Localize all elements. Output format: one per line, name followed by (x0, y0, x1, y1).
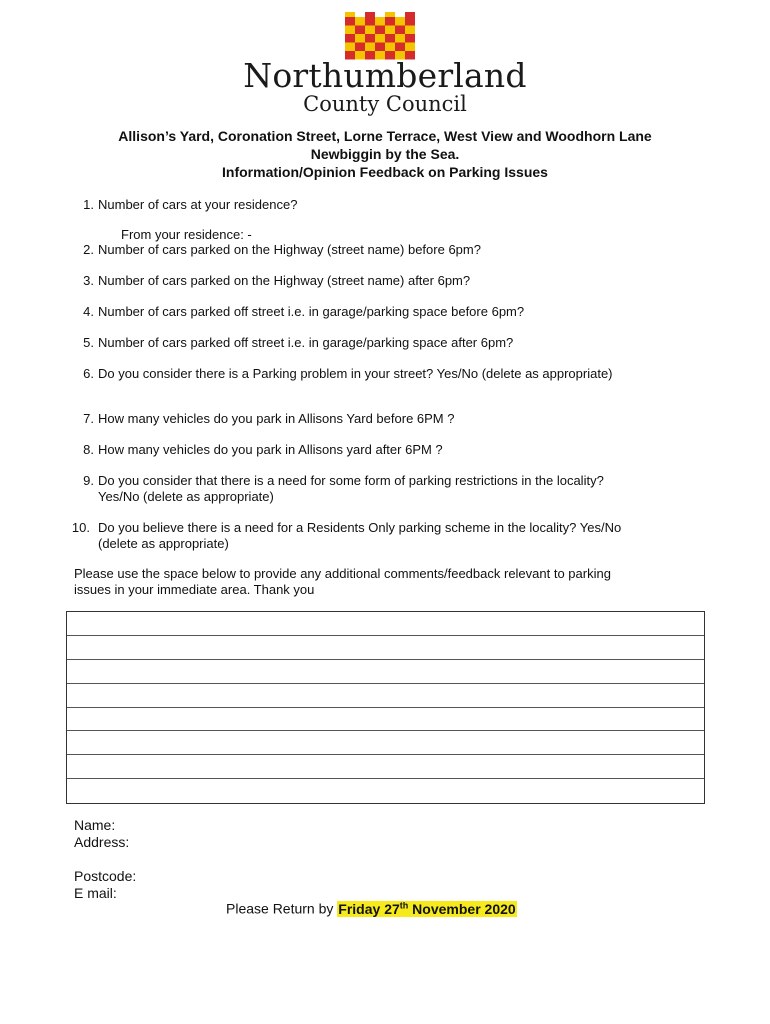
question-number: 2. (83, 242, 94, 257)
question-text: Yes/No (delete as appropriate) (98, 488, 274, 504)
postcode-field-label: Postcode: (74, 868, 137, 884)
question-text: Number of cars parked off street i.e. in garage/parking space before 6pm? (98, 304, 525, 319)
question-6 (83, 366, 718, 382)
comments-prompt-line-2: issues in your immediate area. Thank you (74, 582, 315, 597)
return-notice (226, 900, 517, 917)
comment-line[interactable] (67, 731, 704, 755)
question-text: Number of cars parked on the Highway (street name) before 6pm? (98, 242, 481, 257)
question-text: Do you consider there is a Parking problem in your street? Yes/No (delete as appropriate) (98, 366, 613, 381)
brand-subtitle: County Council (303, 92, 467, 116)
question-5 (83, 335, 718, 351)
form-title-line-2: Newbiggin by the Sea. (310, 146, 460, 162)
question-text: Number of cars at your residence? (98, 197, 298, 212)
question-number: 4. (83, 304, 94, 319)
return-deadline (337, 901, 516, 917)
brand-name: Northumberland (243, 56, 527, 95)
question-3 (83, 273, 718, 289)
question-text: How many vehicles do you park in Allisons Yard before 6PM ? (98, 411, 455, 426)
question-7 (83, 411, 718, 427)
question-number: 1. (83, 197, 94, 212)
question-8 (83, 442, 718, 458)
question-9 (83, 473, 718, 504)
comment-line[interactable] (67, 708, 704, 732)
comment-line[interactable] (67, 612, 704, 636)
comment-line[interactable] (67, 684, 704, 708)
question-2 (83, 242, 718, 258)
question-text: Do you believe there is a need for a Residents Only parking scheme in the locality? Yes/No (98, 520, 622, 535)
form-title-line-3: Information/Opinion Feedback on Parking Issues (222, 164, 548, 180)
name-field-label: Name: (74, 817, 116, 833)
deadline-day: Friday 27 (338, 900, 400, 917)
address-field-label: Address: (74, 834, 130, 850)
question-number: 10. (71, 520, 90, 535)
question-number: 5. (83, 335, 94, 350)
comments-prompt (74, 566, 694, 598)
question-4 (83, 304, 718, 320)
question-number: 9. (83, 473, 94, 488)
question-number: 6. (83, 366, 94, 381)
deadline-ordinal: th (399, 900, 409, 910)
return-prefix: Please Return by (226, 900, 338, 917)
question-number: 3. (83, 273, 94, 288)
northumberland-crest-logo (345, 12, 415, 60)
question-text: Number of cars parked on the Highway (street name) after 6pm? (98, 273, 471, 288)
comments-prompt-line-1: Please use the space below to provide any additional comments/feedback relevant to parking (74, 566, 611, 581)
deadline-month-year: November 2020 (408, 900, 516, 917)
question-number: 8. (83, 442, 94, 457)
comment-line[interactable] (67, 779, 704, 803)
email-field-label: E mail: (74, 885, 117, 901)
comment-line[interactable] (67, 636, 704, 660)
question-10 (71, 520, 718, 551)
comments-box[interactable] (66, 611, 705, 804)
comment-line[interactable] (67, 660, 704, 684)
question-text: (delete as appropriate) (98, 535, 229, 551)
question-1 (83, 197, 718, 213)
question-number: 7. (83, 411, 94, 426)
comment-line[interactable] (67, 755, 704, 779)
question-text: Do you consider that there is a need for some form of parking restrictions in the locality? (98, 473, 604, 488)
form-title-line-1: Allison’s Yard, Coronation Street, Lorne Terrace, West View and Woodhorn Lane (118, 128, 652, 144)
question-text: Number of cars parked off street i.e. in garage/parking space after 6pm? (98, 335, 514, 350)
residence-note: From your residence: - (121, 227, 252, 242)
question-text: How many vehicles do you park in Allisons yard after 6PM ? (98, 442, 443, 457)
